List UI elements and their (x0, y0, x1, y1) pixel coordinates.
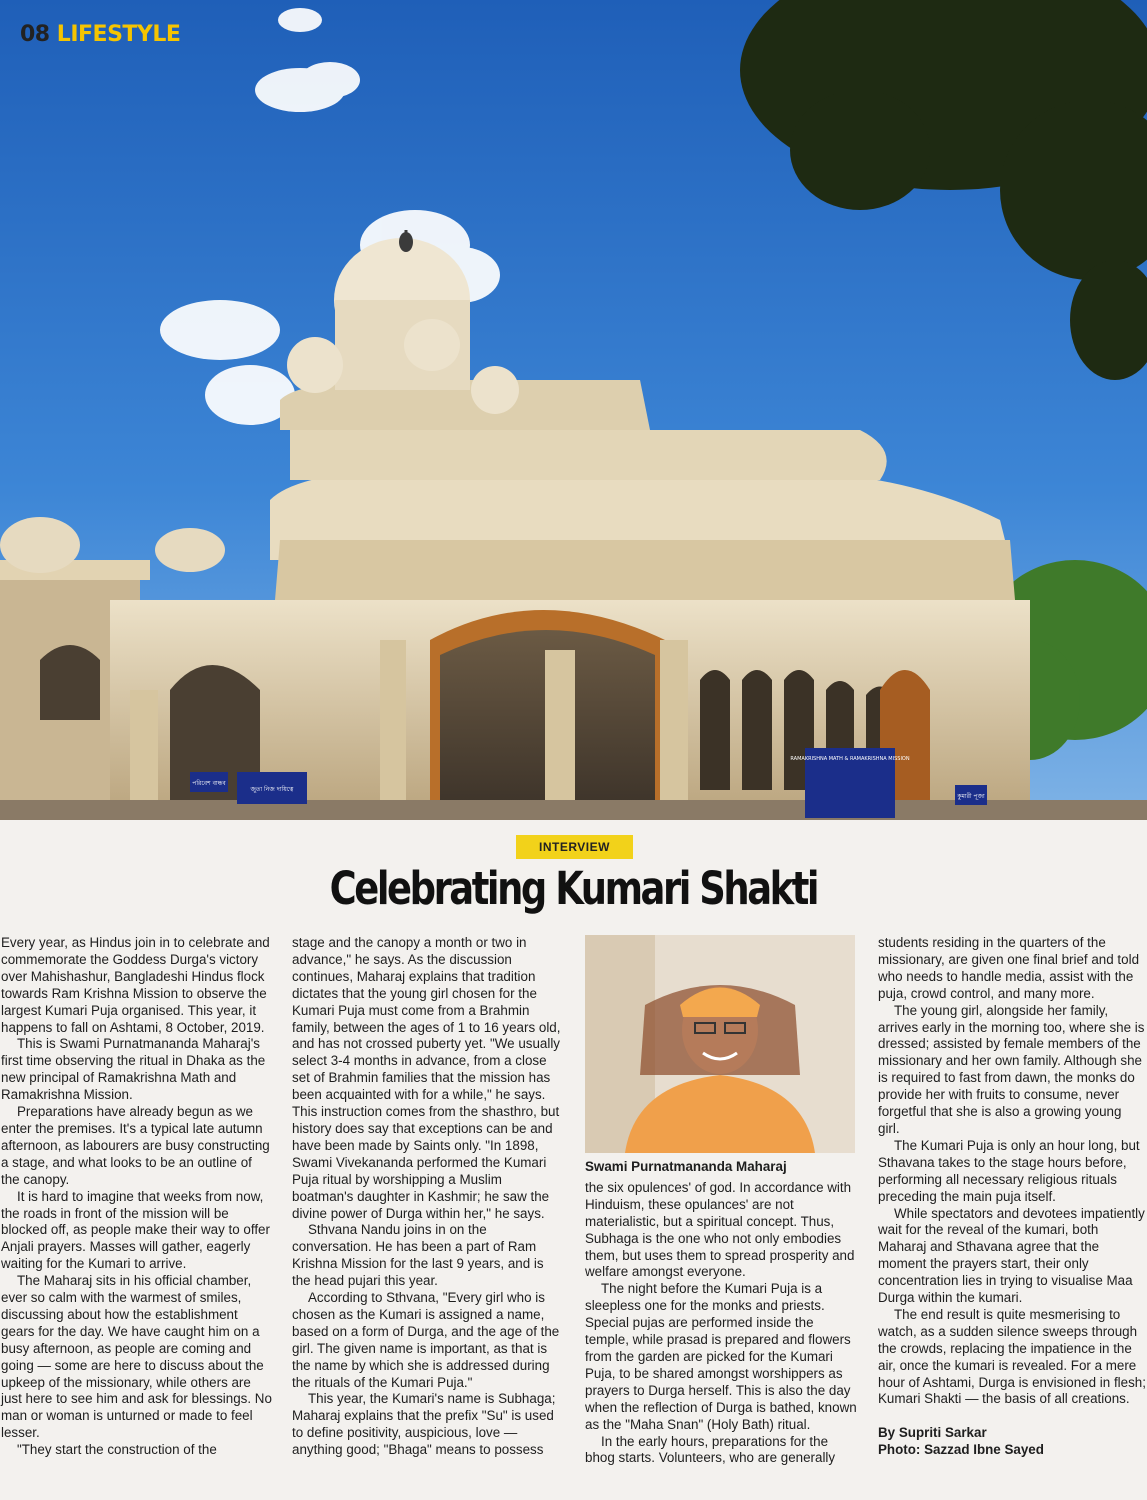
paragraph: the six opulences' of god. In accordance with Hinduism, these opulances' are not materialistic, but a spiritual concept. Thus, Subhaga is the one who not only embodies them, but uses them to spread prosperity and welfare amongst everyone. (585, 1179, 855, 1280)
paragraph: According to Sthvana, "Every girl who is chosen as the Kumari is assigned a name, based on a form of Durga, and the age of the girl. The given name is important, as that is the name by which she is addressed during the rituals of the Kumari Puja." (292, 1290, 560, 1390)
paragraph: This is Swami Purnatmananda Maharaj's first time observing the ritual in Dhaka as the new principal of Ramakrishna Math and Ramakrishna Mission. (1, 1036, 266, 1103)
paragraph: The night before the Kumari Puja is a sleepless one for the monks and priests. Special pujas are performed inside the temple, while prasad is prepared and flowers from the garden are picked for the Kumari Puja, to be shared amongst worshippers as prayers to Durga herself. This is also the day when the reflection of Durga is bathed, known as the "Maha Snan" (Holy Bath) ritual. (585, 1281, 857, 1432)
section-name-part2: STYLE (107, 22, 181, 47)
portrait-photo (585, 935, 855, 1153)
paragraph: The end result is quite mesmerising to watch, as a sudden silence sweeps through the crowds, replacing the impatience in the air, once the kumari is revealed. For a mere hour of Ashtami, Durga is envisioned in flesh; Kumari Shakti — the basis of all creations. (878, 1306, 1146, 1407)
sign-text: পরিবেশ বান্ধব (192, 780, 226, 787)
paragraph: In the early hours, preparations for the bhog starts. Volunteers, who are generally (585, 1433, 836, 1466)
headline: Celebrating Kumari Shakti (329, 862, 818, 915)
sign-text: কুমারী পূজা (957, 793, 985, 800)
section-label (20, 22, 180, 47)
paragraph: The Kumari Puja is only an hour long, but Sthavana takes to the stage hours before, performing all necessary religious rituals preceding the main puja itself. (878, 1137, 1140, 1204)
page-number: 08 (20, 22, 50, 47)
paragraph: Preparations have already begun as we enter the premises. It's a typical late autumn afternoon, as labourers are busy constructing a stage, and what looks to be an outline of the canopy. (1, 1104, 270, 1187)
author-credit: By Supriti Sarkar (878, 1425, 987, 1441)
article-column-3 (585, 935, 857, 1467)
paragraph: It is hard to imagine that weeks from now, the roads in front of the mission will be blocked off, as people make their way to offer Anjali prayers. Masses will gather, eagerly waiting for the Kumari to arrive. (1, 1188, 270, 1272)
kicker-label: INTERVIEW (516, 835, 633, 859)
paragraph: This year, the Kumari's name is Subhaga; Maharaj explains that the prefix "Su" is used to define positivity, auspicious, love — anything good; "Bhaga" means to possess (292, 1391, 556, 1458)
byline (878, 1424, 1146, 1458)
article-column-1 (1, 935, 273, 1459)
paragraph: The Maharaj sits in his official chamber, ever so calm with the warmest of smiles, discussing about how the establishment gears for the day. We have caught him on a busy afternoon, as people are coming and going — some are here to discuss about the upkeep of the missionary, while others are just here to see him and ask for blessings. No man or woman is unturned or made to feel lesser. (1, 1273, 272, 1441)
paragraph: The young girl, alongside her family, arrives early in the morning too, where she is dressed; assisted by female members of the missionary and her own family. Although she is required to fast from dawn, the monks do provide her with fruits to consume, never forgetful that she is also a growing young girl. (878, 1002, 1145, 1136)
article-column-2 (292, 935, 564, 1459)
paragraph: While spectators and devotees impatiently wait for the reveal of the kumari, both Maharaj and Sthavana agree that the moment the prayers start, their only concentration lies in trying to visualise Maa Durga within the kumari. (878, 1205, 1145, 1306)
sign-text: জুতা নিজ দায়িত্বে (250, 786, 294, 793)
photo-caption: Swami Purnatmananda Maharaj (585, 1159, 787, 1174)
paragraph: students residing in the quarters of the missionary, are given one final brief and told who needs to handle media, assist with the puja, crowd control, and many more. (878, 935, 1140, 1001)
paragraph: Every year, as Hindus join in to celebrate and commemorate the Goddess Durga's victory over Mahishashur, Bangladeshi Hindus flock towards Ram Krishna Mission to observe the largest Kumari Puja organised. This year, it happens to fall on Ashtami, 8 October, 2019. (1, 935, 270, 1035)
paragraph: stage and the canopy a month or two in advance," he says. As the discussion continues, Maharaj explains that tradition dictates that the young girl chosen for the Kumari Puja must come from a Brahmin family, between the ages of 1 to 16 years old, and has not crossed puberty yet. "We usually select 3-4 months in advance, from a close set of Brahmin families that the mission has been acquainted with for a while," he says. This instruction comes from the shasthro, but history does say that exceptions can be and have been made by Saints only. "In 1898, Swami Vivekananda performed the Kumari Puja ritual by worshipping a Muslim boatman's daughter in Kashmir; he saw the divine power of Durga within her," he says. (292, 935, 561, 1221)
photo-credit: Photo: Sazzad Ibne Sayed (878, 1442, 1044, 1458)
article-column-4 (878, 935, 1146, 1458)
sign-text: RAMAKRISHNA MATH & RAMAKRISHNA MISSION (790, 756, 910, 762)
portrait-photo-icon (585, 935, 855, 1153)
paragraph: Sthvana Nandu joins in on the conversation. He has been a part of Ram Krishna Mission for the last 9 years, and is the head pujari this year. (292, 1222, 544, 1289)
section-name-part1: LIFE (56, 22, 108, 47)
paragraph: "They start the construction of the (17, 1442, 217, 1458)
